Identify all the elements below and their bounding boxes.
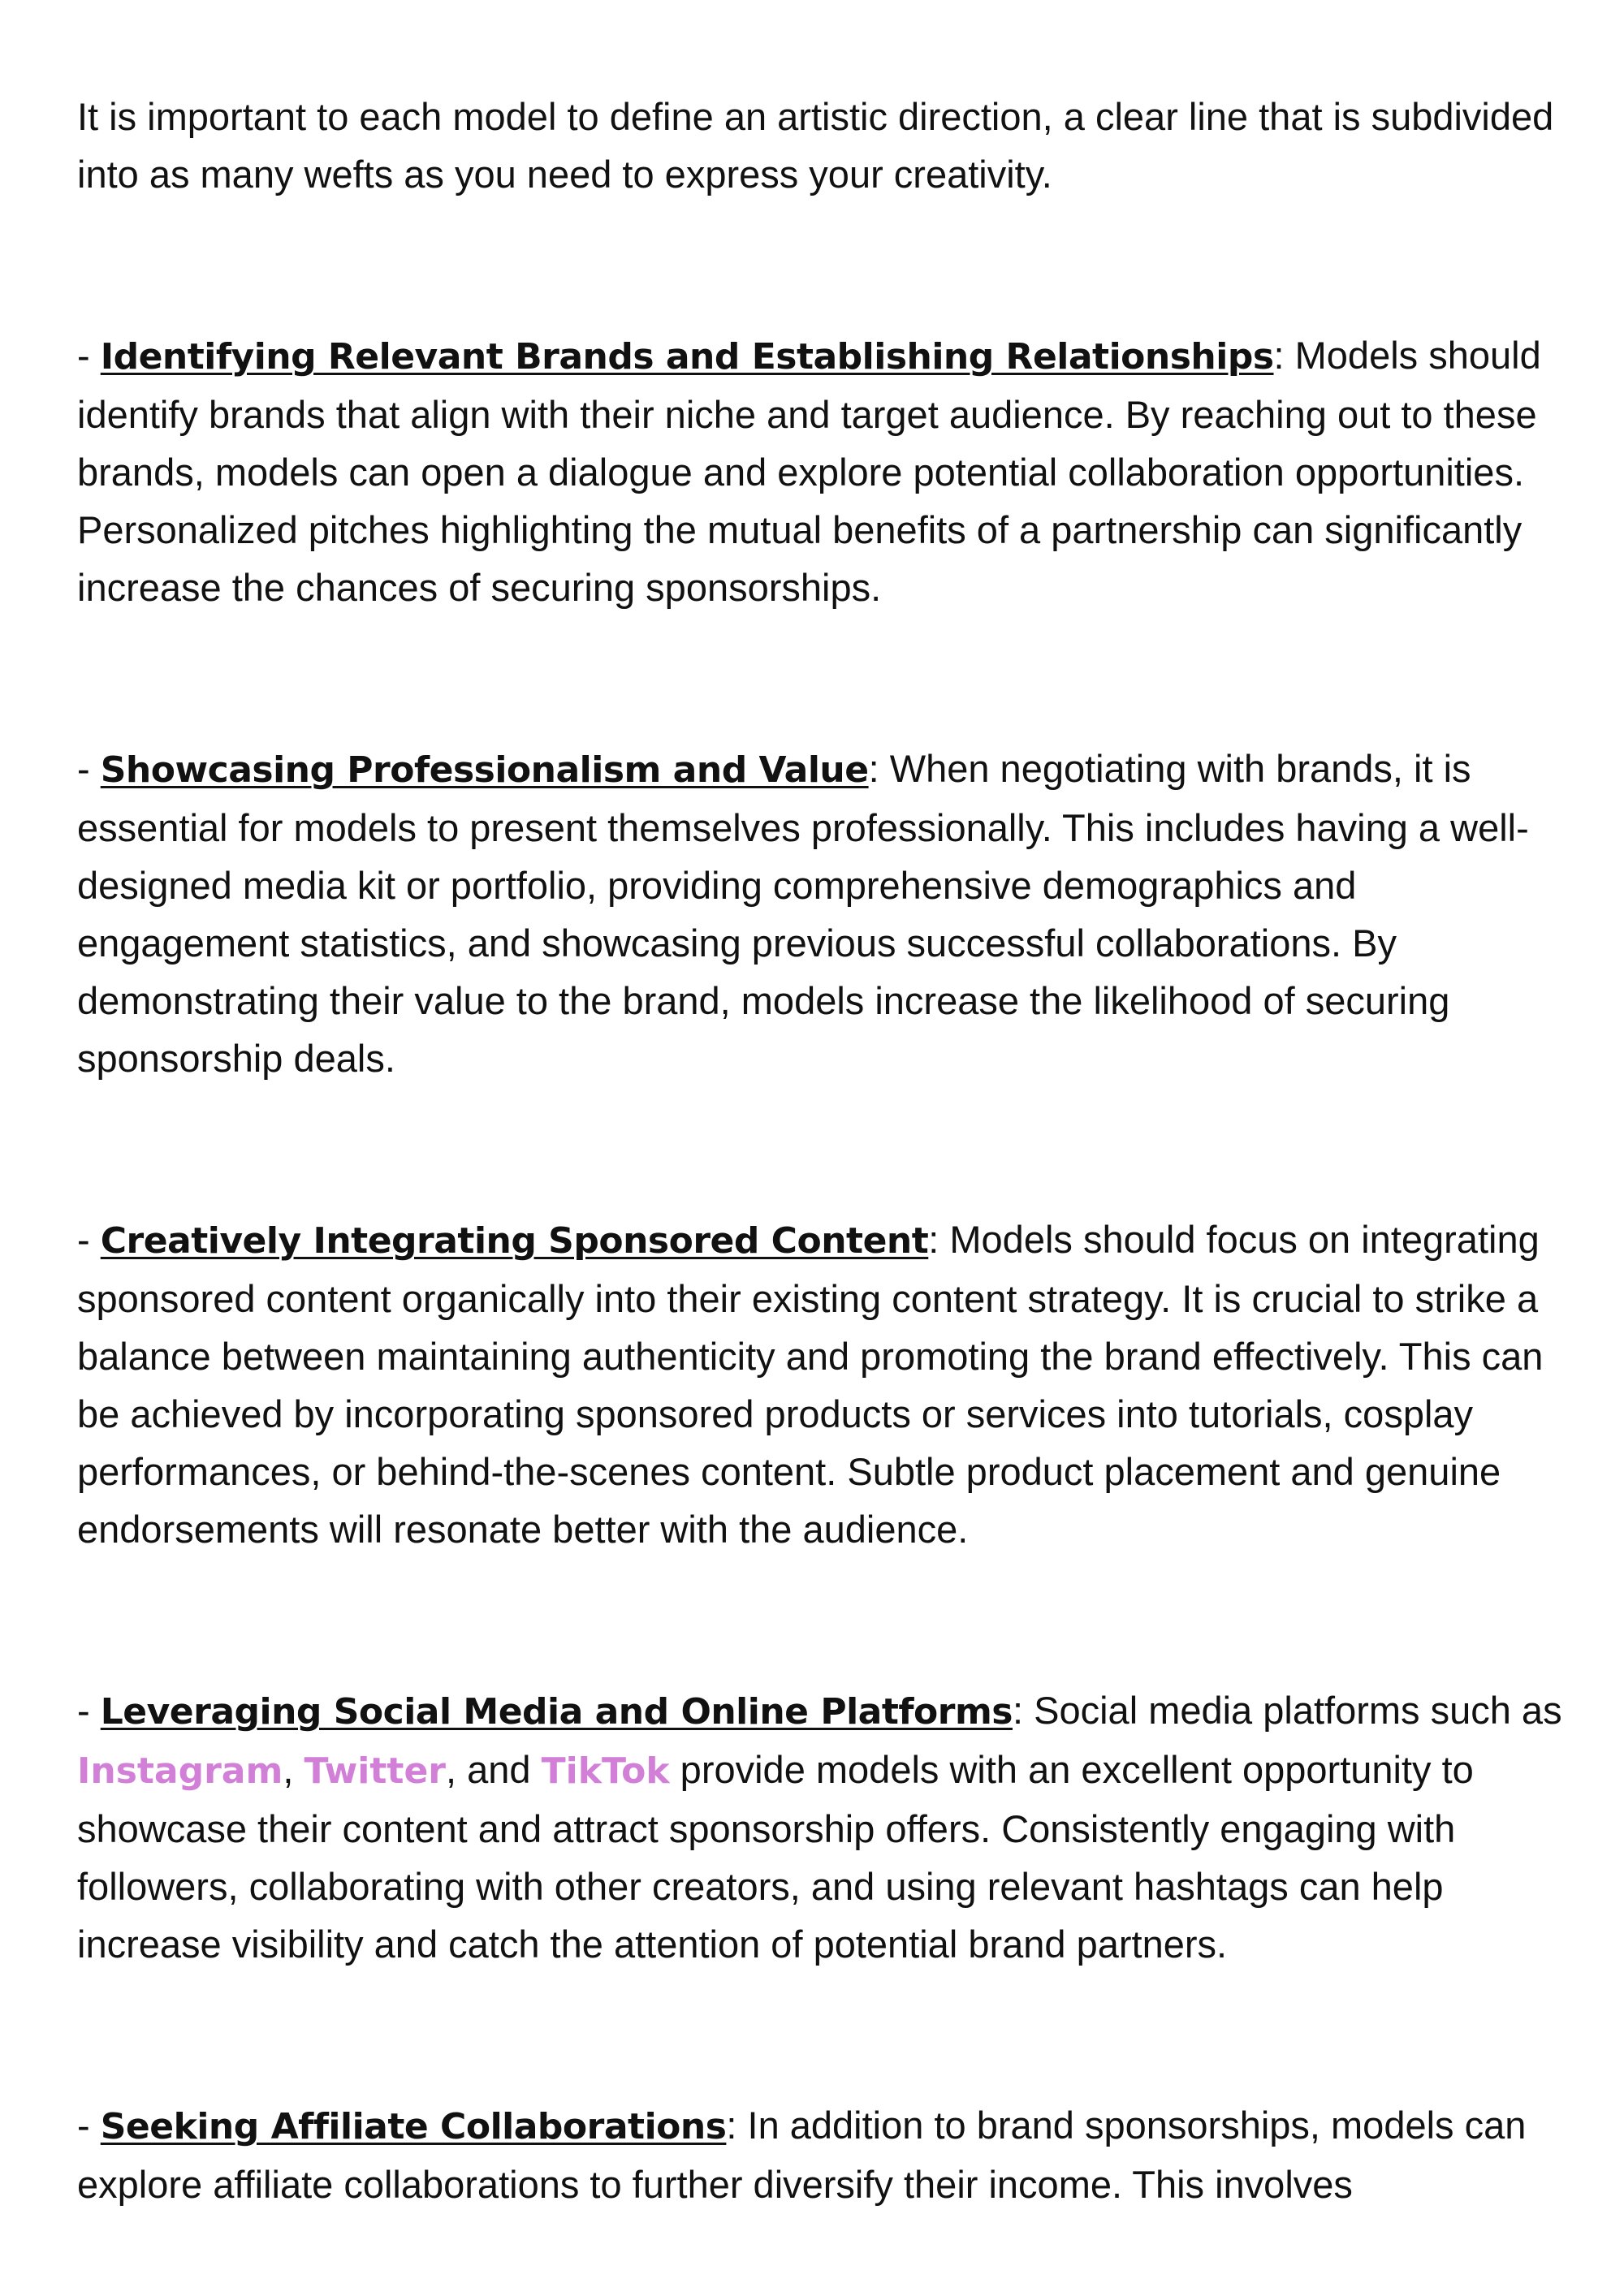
section-dash: -: [77, 1218, 101, 1261]
section-colon: :: [928, 1218, 939, 1261]
document-page: [77, 88, 1571, 2213]
brand-instagram: Instagram: [77, 1750, 283, 1792]
section-body: Models should focus on integrating sponsored content organically into their existing content strategy. It is crucial to strike a balance between maintaining authenticity and promoting the brand effectively. This can be achieved by incorporating sponsored products or services into tutorials, cosplay performances, or behind-the-scenes content. Subtle product placement and genuine endorsements will resonate better with the audience.: [77, 1218, 1544, 1551]
section-dash: -: [77, 2104, 101, 2147]
section-colon: :: [1273, 334, 1285, 377]
section-heading: Leveraging Social Media and Online Platforms: [100, 1691, 1013, 1733]
section-social-media: [77, 1681, 1571, 1973]
intro-paragraph: It is important to each model to define an artistic direction, a clear line that is subdivided into as many wefts as you need to express your creativity.: [77, 95, 1554, 196]
section-body: When negotiating with brands, it is essential for models to present themselves professionally. This includes having a well-designed media kit or portfolio, providing comprehensive demographics and engagement statistics, and showcasing previous successful collaborations. By demonstrating their value to the brand, models increase the likelihood of securing sponsorship deals.: [77, 747, 1529, 1080]
section-dash: -: [77, 334, 101, 377]
brand-twitter: Twitter: [304, 1750, 446, 1792]
section-affiliate: [77, 2096, 1571, 2213]
section-colon: :: [726, 2104, 737, 2147]
section-sponsored-content: [77, 1211, 1571, 1558]
brand-tiktok: TikTok: [541, 1750, 670, 1792]
section-heading: Identifying Relevant Brands and Establishing Relationships: [100, 336, 1274, 378]
section-professionalism: [77, 740, 1571, 1087]
brand-separator: , and: [446, 1748, 542, 1791]
section-body-after: provide models with an excellent opportunity to showcase their content and attract sponsorship offers. Consistently engaging with followers, collaborating with other creators, and using relevant hashtags can help increase visibility and catch the attention of potential brand partners.: [77, 1748, 1474, 1966]
section-colon: :: [868, 747, 879, 790]
section-body: In addition to brand sponsorships, models can explore affiliate collaborations to further diversify their income. This involves: [77, 2104, 1527, 2206]
brand-separator: ,: [283, 1748, 304, 1791]
section-dash: -: [77, 747, 101, 790]
section-dash: -: [77, 1689, 101, 1732]
section-brands: [77, 326, 1571, 616]
section-heading: Showcasing Professionalism and Value: [100, 749, 869, 791]
section-body: Models should identify brands that align with their niche and target audience. By reaching out to these brands, models can open a dialogue and explore potential collaboration opportunities. Personalized pitches highlighting the mutual benefits of a partnership can significantly increase the chances of securing sponsorships.: [77, 334, 1541, 609]
section-body-before: Social media platforms such as: [1023, 1689, 1562, 1732]
section-colon: :: [1013, 1689, 1024, 1732]
section-heading: Creatively Integrating Sponsored Content: [100, 1220, 929, 1262]
section-heading: Seeking Affiliate Collaborations: [100, 2106, 727, 2147]
